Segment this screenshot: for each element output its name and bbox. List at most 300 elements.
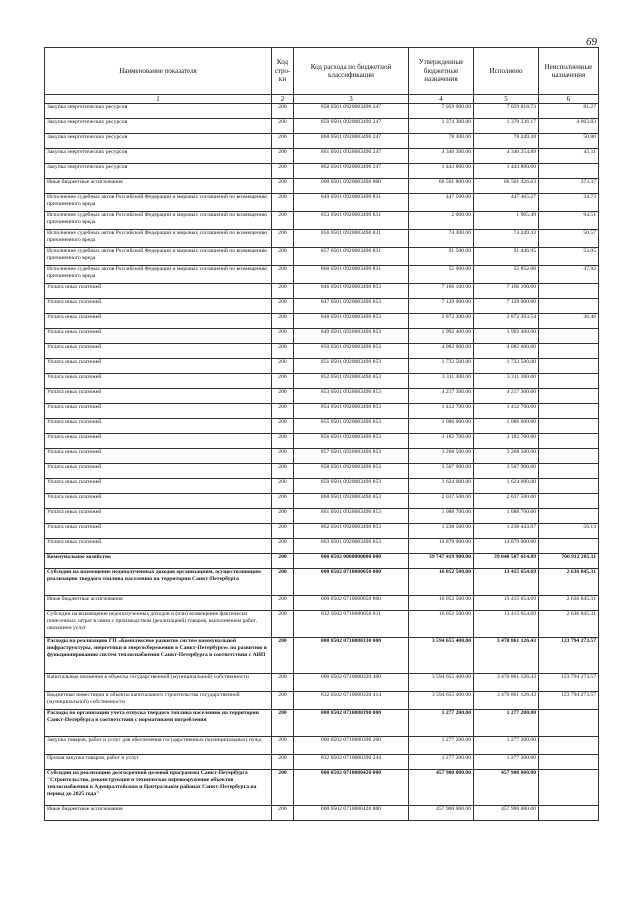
cell-approved: 66 501 800.00 [409,179,474,194]
cell-approved: 1 277 200.00 [409,755,474,770]
cell-expense-code: 000 0501 0920083490 800 [294,179,409,194]
cell-expense-code: 862 0501 0920083490 853 [294,524,409,539]
cell-name: Уплата иных платежей [45,464,272,479]
table-row [45,149,599,164]
cell-approved: 1 992 400.00 [409,329,474,344]
table-row [45,539,599,554]
cell-line-code: 200 [272,638,294,674]
cell-executed: 39 040 507 614.89 [474,554,539,569]
cell-executed: 3 507 900.00 [474,464,539,479]
table-row [45,611,599,638]
cell-approved: 1 086 600.00 [409,419,474,434]
header-name: Наименование показателя [45,48,272,95]
header-approved: Утвержденные бюджетные назначения [409,48,474,95]
cell-name: Уплата иных платежей [45,359,272,374]
cell-expense-code: 000 0502 0710080330 400 [294,674,409,692]
cell-name: Уплата иных платежей [45,389,272,404]
cell-line-code: 200 [272,770,294,806]
cell-approved: 55 900.00 [409,266,474,284]
cell-name: Исполнение судебных актов Российской Федерации и мировых соглашений по возмещению причиненного вреда [45,230,272,248]
column-number: 4 [409,95,474,104]
cell-expense-code: 852 0501 0920083490 853 [294,374,409,389]
cell-expense-code: 851 0501 0920083490 853 [294,359,409,374]
table-row [45,134,599,149]
cell-line-code: 200 [272,419,294,434]
cell-executed: 2 037 500.00 [474,494,539,509]
cell-unexecuted [539,509,599,524]
column-number: 6 [539,95,599,104]
cell-name: Уплата иных платежей [45,494,272,509]
cell-approved: 3 311 300.00 [409,374,474,389]
cell-name: Закупка энергетических ресурсов [45,149,272,164]
cell-unexecuted [539,299,599,314]
cell-name: Закупка энергетических ресурсов [45,119,272,134]
cell-name: Иные бюджетные ассигнования [45,179,272,194]
cell-expense-code: 857 0501 0920083490 831 [294,248,409,266]
cell-expense-code: 000 0502 0710080050 000 [294,569,409,596]
cell-executed: 457 900 000.00 [474,770,539,806]
cell-approved: 1 412 700.00 [409,404,474,419]
cell-line-code: 200 [272,692,294,710]
cell-unexecuted: 36.46 [539,314,599,329]
cell-expense-code: 861 0501 0920083490 853 [294,509,409,524]
cell-unexecuted: 4 063.83 [539,119,599,134]
header-unexecuted: Неисполненные назначения [539,48,599,95]
cell-approved: 4 082 600.00 [409,344,474,359]
cell-line-code: 200 [272,509,294,524]
cell-name: Прочая закупка товаров, работ и услуг [45,755,272,770]
cell-unexecuted: 123 794 273.57 [539,638,599,674]
cell-approved: 3 507 900.00 [409,464,474,479]
cell-unexecuted [539,284,599,299]
cell-name: Уплата иных платежей [45,344,272,359]
cell-executed: 447 465.27 [474,194,539,212]
cell-expense-code: 859 0501 0920083490 853 [294,479,409,494]
cell-name: Закупка энергетических ресурсов [45,104,272,119]
table-row [45,284,599,299]
cell-name: Иные бюджетные ассигнования [45,806,272,821]
cell-approved: 1 443 800.00 [409,164,474,179]
cell-expense-code: 860 0501 0920083490 831 [294,266,409,284]
cell-unexecuted: 2 636 845.31 [539,596,599,611]
cell-unexecuted [539,359,599,374]
cell-line-code: 200 [272,806,294,821]
cell-name: Уплата иных платежей [45,539,272,554]
table-row [45,266,599,284]
cell-unexecuted [539,737,599,755]
table-row [45,164,599,179]
cell-approved: 1 277 200.00 [409,737,474,755]
cell-line-code: 200 [272,149,294,164]
cell-line-code: 200 [272,479,294,494]
cell-name: Уплата иных платежей [45,449,272,464]
cell-unexecuted: 123 794 273.57 [539,674,599,692]
cell-unexecuted: 81.27 [539,104,599,119]
cell-name: Закупка энергетических ресурсов [45,164,272,179]
cell-expense-code: 848 0501 0920083490 853 [294,314,409,329]
cell-approved: 7 166 100.00 [409,284,474,299]
cell-approved: 1 088 700.00 [409,509,474,524]
cell-line-code: 200 [272,164,294,179]
cell-name: Исполнение судебных актов Российской Федерации и мировых соглашений по возмещению причиненного вреда [45,194,272,212]
cell-name: Уплата иных платежей [45,479,272,494]
cell-name: Уплата иных платежей [45,404,272,419]
cell-name: Иные бюджетные ассигнования [45,596,272,611]
cell-approved: 447 500.00 [409,194,474,212]
cell-expense-code: 000 0502 0710080420 800 [294,806,409,821]
cell-unexecuted: 94.51 [539,212,599,230]
cell-expense-code: 861 0501 0920083490 247 [294,149,409,164]
cell-executed: 13 415 654.69 [474,596,539,611]
cell-executed: 3 311 300.00 [474,374,539,389]
table-row [45,119,599,134]
cell-approved: 1 624 000.00 [409,479,474,494]
cell-expense-code: 849 0501 0920083490 853 [294,329,409,344]
cell-unexecuted: 56.13 [539,524,599,539]
cell-executed: 14 879 000.00 [474,539,539,554]
table-row [45,248,599,266]
cell-name: Уплата иных платежей [45,314,272,329]
cell-line-code: 200 [272,134,294,149]
cell-approved: 16 052 500.00 [409,611,474,638]
table-row [45,755,599,770]
cell-unexecuted [539,464,599,479]
table-row [45,674,599,692]
table-row [45,596,599,611]
table-row [45,494,599,509]
cell-line-code: 200 [272,755,294,770]
cell-line-code: 200 [272,314,294,329]
cell-line-code: 200 [272,212,294,230]
cell-approved: 457 900 000.00 [409,806,474,821]
column-number-row [45,95,599,104]
cell-executed: 1 277 200.00 [474,710,539,737]
cell-line-code: 200 [272,737,294,755]
table-row [45,710,599,737]
table-row [45,638,599,674]
cell-approved: 7 059 900.00 [409,104,474,119]
cell-executed: 1 086 600.00 [474,419,539,434]
budget-table [44,47,599,821]
cell-unexecuted: 47.92 [539,266,599,284]
cell-executed: 1 443 800.00 [474,164,539,179]
cell-expense-code: 832 0502 0710080330 414 [294,692,409,710]
cell-executed: 1 370 236.17 [474,119,539,134]
cell-line-code: 200 [272,449,294,464]
table-row [45,104,599,119]
cell-expense-code: 847 0501 0920083490 853 [294,299,409,314]
header-executed: Исполнено [474,48,539,95]
cell-line-code: 200 [272,344,294,359]
cell-approved: 91 500.00 [409,248,474,266]
table-row [45,212,599,230]
cell-name: Субсидии на возмещение недополученных доходов организациям, осуществляющим реализацию твердого топлива населению на территории Санкт-Петербурга [45,569,272,596]
cell-approved: 7 129 000.00 [409,299,474,314]
cell-approved: 1 277 200.00 [409,710,474,737]
cell-approved: 4 340 300.00 [409,149,474,164]
cell-unexecuted: 45.11 [539,149,599,164]
cell-expense-code: 832 0502 0710080050 811 [294,611,409,638]
table-row [45,806,599,821]
cell-name: Уплата иных платежей [45,509,272,524]
cell-approved: 39 747 419 900.00 [409,554,474,569]
cell-approved: 2 037 500.00 [409,494,474,509]
cell-executed: 1 277 200.00 [474,755,539,770]
cell-executed: 2 872 263.54 [474,314,539,329]
cell-executed: 13 415 654.69 [474,611,539,638]
cell-approved: 74 300.00 [409,230,474,248]
cell-name: Капитальные вложения в объекты государственной (муниципальной) собственности [45,674,272,692]
cell-line-code: 200 [272,524,294,539]
cell-line-code: 200 [272,284,294,299]
cell-name: Уплата иных платежей [45,524,272,539]
cell-unexecuted [539,449,599,464]
cell-expense-code: 860 0501 0920083490 853 [294,494,409,509]
cell-unexecuted [539,344,599,359]
cell-expense-code: 853 0501 0920083490 853 [294,389,409,404]
cell-executed: 1 238 443.87 [474,524,539,539]
cell-executed: 78 249.20 [474,134,539,149]
table-row [45,374,599,389]
table-row [45,569,599,596]
cell-executed: 3 268 500.00 [474,449,539,464]
cell-expense-code: 854 0501 0920083490 853 [294,404,409,419]
cell-name: Уплата иных платежей [45,374,272,389]
cell-executed: 1 088 700.00 [474,509,539,524]
cell-name: Закупка энергетических ресурсов [45,134,272,149]
cell-executed: 1 624 000.00 [474,479,539,494]
cell-line-code: 200 [272,104,294,119]
cell-expense-code: 857 0501 0920083490 853 [294,449,409,464]
table-row [45,419,599,434]
cell-line-code: 200 [272,596,294,611]
cell-unexecuted [539,434,599,449]
cell-name: Уплата иных платежей [45,299,272,314]
cell-executed: 1 277 200.00 [474,737,539,755]
cell-name: Исполнение судебных актов Российской Федерации и мировых соглашений по возмещению причиненного вреда [45,212,272,230]
table-row [45,449,599,464]
cell-line-code: 200 [272,464,294,479]
cell-name: Уплата иных платежей [45,284,272,299]
table-row [45,737,599,755]
cell-approved: 457 900 000.00 [409,770,474,806]
cell-name: Уплата иных платежей [45,329,272,344]
cell-line-code: 200 [272,179,294,194]
cell-name: Закупка товаров, работ и услуг для обеспечения государственных (муниципальных) нужд [45,737,272,755]
cell-executed: 13 415 654.69 [474,569,539,596]
table-body [45,104,599,821]
cell-approved: 1 238 500.00 [409,524,474,539]
cell-line-code: 200 [272,299,294,314]
cell-name: Бюджетные инвестиции в объекты капитального строительства государственной (муниципальной) собственности [45,692,272,710]
column-number: 3 [294,95,409,104]
cell-approved: 14 879 000.00 [409,539,474,554]
table-row [45,404,599,419]
cell-executed: 1 905.49 [474,212,539,230]
table-row [45,344,599,359]
cell-line-code: 200 [272,674,294,692]
cell-executed: 3 470 861 126.43 [474,674,539,692]
table-row [45,509,599,524]
cell-approved: 2 000.00 [409,212,474,230]
cell-line-code: 200 [272,611,294,638]
cell-unexecuted [539,539,599,554]
cell-expense-code: 000 0502 0710080390 000 [294,710,409,737]
header-expense-code: Код расхода по бюджетной классификации [294,48,409,95]
cell-expense-code: 856 0501 0920083490 831 [294,230,409,248]
cell-executed: 91 446.95 [474,248,539,266]
cell-approved: 16 052 500.00 [409,596,474,611]
cell-line-code: 200 [272,119,294,134]
cell-line-code: 200 [272,710,294,737]
cell-approved: 3 268 500.00 [409,449,474,464]
cell-unexecuted [539,419,599,434]
cell-approved: 2 872 300.00 [409,314,474,329]
cell-name: Уплата иных платежей [45,434,272,449]
table-row [45,464,599,479]
table-row [45,314,599,329]
cell-unexecuted [539,404,599,419]
cell-line-code: 200 [272,329,294,344]
cell-name: Уплата иных платежей [45,419,272,434]
cell-executed: 7 059 818.73 [474,104,539,119]
cell-unexecuted [539,164,599,179]
cell-expense-code: 000 0502 0710080050 800 [294,596,409,611]
cell-expense-code: 858 0501 0920083490 853 [294,464,409,479]
table-row [45,524,599,539]
cell-line-code: 200 [272,359,294,374]
column-number: 5 [474,95,539,104]
cell-expense-code: 859 0501 0920083490 247 [294,119,409,134]
cell-line-code: 200 [272,389,294,404]
cell-name: Коммунальное хозяйство [45,554,272,569]
cell-unexecuted: 50.80 [539,134,599,149]
cell-executed: 7 166 100.00 [474,284,539,299]
cell-expense-code: 000 0502 0710080420 000 [294,770,409,806]
cell-executed: 457 900 000.00 [474,806,539,821]
cell-executed: 1 412 700.00 [474,404,539,419]
cell-expense-code: 863 0501 0920083490 853 [294,539,409,554]
cell-unexecuted [539,329,599,344]
cell-executed: 3 470 861 126.43 [474,638,539,674]
cell-expense-code: 860 0501 0920083490 247 [294,134,409,149]
cell-approved: 3 182 700.00 [409,434,474,449]
cell-line-code: 200 [272,494,294,509]
cell-executed: 3 182 700.00 [474,434,539,449]
cell-unexecuted: 706 912 285.11 [539,554,599,569]
cell-executed: 4 082 600.00 [474,344,539,359]
table-row [45,230,599,248]
cell-line-code: 200 [272,374,294,389]
header-row [45,48,599,95]
cell-line-code: 200 [272,230,294,248]
cell-line-code: 200 [272,194,294,212]
cell-executed: 4 217 300.00 [474,389,539,404]
cell-expense-code: 855 0501 0920083490 853 [294,419,409,434]
cell-unexecuted [539,479,599,494]
cell-unexecuted: 2 636 845.31 [539,611,599,638]
table-row [45,770,599,806]
header-line-code: Код стро-ки [272,48,294,95]
cell-line-code: 200 [272,554,294,569]
cell-unexecuted [539,806,599,821]
cell-expense-code: 849 0501 0920083490 831 [294,194,409,212]
table-row [45,179,599,194]
cell-executed: 1 733 500.00 [474,359,539,374]
cell-unexecuted [539,755,599,770]
cell-unexecuted: 53.05 [539,248,599,266]
cell-approved: 3 594 655 400.00 [409,692,474,710]
cell-executed: 55 852.08 [474,266,539,284]
table-row [45,359,599,374]
page-number: 69 [586,36,597,48]
cell-line-code: 200 [272,539,294,554]
cell-expense-code: 000 0502 0710080390 200 [294,737,409,755]
cell-executed: 66 501 426.63 [474,179,539,194]
cell-expense-code: 856 0501 0920083490 853 [294,434,409,449]
cell-executed: 3 470 861 126.43 [474,692,539,710]
cell-unexecuted: 123 794 273.57 [539,692,599,710]
cell-expense-code: 846 0501 0920083490 853 [294,284,409,299]
cell-expense-code: 000 0502 0710080330 000 [294,638,409,674]
column-number: 1 [45,95,272,104]
cell-approved: 78 300.00 [409,134,474,149]
cell-approved: 16 052 500.00 [409,569,474,596]
cell-unexecuted [539,494,599,509]
cell-approved: 3 594 655 400.00 [409,638,474,674]
cell-line-code: 200 [272,404,294,419]
cell-name: Субсидии на реализацию долгосрочной целевой программы Санкт-Петербурга "Строительство, реконструкция и техническое перевооружение объектов теплоснабжения в Адмиралтейском и Центральном районах Санкт-Петербурга на период до 2025 года" [45,770,272,806]
cell-name: Исполнение судебных актов Российской Федерации и мировых соглашений по возмещению причиненного вреда [45,266,272,284]
table-row [45,329,599,344]
cell-line-code: 200 [272,569,294,596]
cell-approved: 1 733 500.00 [409,359,474,374]
cell-unexecuted: 2 636 845.31 [539,569,599,596]
cell-approved: 1 374 300.00 [409,119,474,134]
cell-name: Исполнение судебных актов Российской Федерации и мировых соглашений по возмещению причиненного вреда [45,248,272,266]
column-number: 2 [272,95,294,104]
cell-expense-code: 000 0502 0000000000 000 [294,554,409,569]
cell-name: Расходы по организации учета отпуска твердого топлива населению на территории Санкт-Петербурга в соответствии с нормативами потребления [45,710,272,737]
table-row [45,554,599,569]
cell-unexecuted [539,374,599,389]
table-row [45,479,599,494]
cell-unexecuted [539,710,599,737]
cell-approved: 4 217 300.00 [409,389,474,404]
cell-expense-code: 850 0501 0920083490 853 [294,344,409,359]
cell-name: Субсидии на возмещение недополученных доходов и (или) возмещение фактически понесенных затрат в связи с производством (реализацией) товаров, выполнением работ, оказанием услуг [45,611,272,638]
cell-line-code: 200 [272,248,294,266]
cell-line-code: 200 [272,266,294,284]
cell-expense-code: 832 0502 0710080390 244 [294,755,409,770]
table-row [45,692,599,710]
cell-unexecuted [539,770,599,806]
cell-executed: 4 340 254.89 [474,149,539,164]
table-row [45,434,599,449]
cell-line-code: 200 [272,434,294,449]
cell-expense-code: 853 0501 0920083490 831 [294,212,409,230]
cell-unexecuted [539,389,599,404]
table-row [45,194,599,212]
cell-expense-code: 862 0501 0920083490 247 [294,164,409,179]
cell-executed: 7 129 000.00 [474,299,539,314]
cell-unexecuted: 34.73 [539,194,599,212]
cell-approved: 3 594 655 400.00 [409,674,474,692]
cell-executed: 74 249.43 [474,230,539,248]
cell-name: Расходы на реализацию ГП «Комплексное развитие систем коммунальной инфраструктуры, энергетики и энергосбережения в Санкт-Петербурге» по развитию и функционированию систем теплоснабжения Санкт-Петербурга в соответствии с АИП [45,638,272,674]
cell-executed: 1 992 400.00 [474,329,539,344]
table-row [45,389,599,404]
